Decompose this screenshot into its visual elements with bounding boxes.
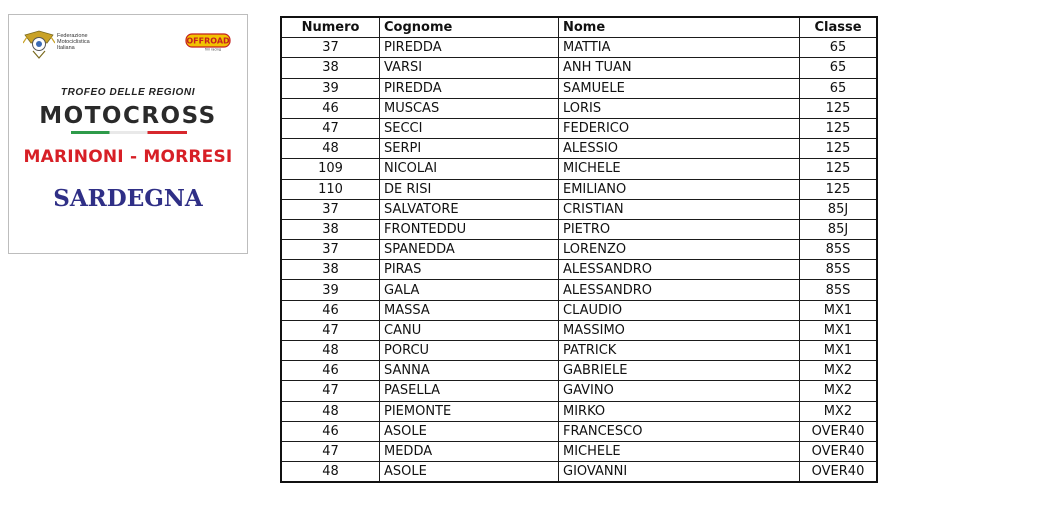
cell-numero: 39 <box>281 78 380 98</box>
cell-numero: 47 <box>281 381 380 401</box>
cell-nome: GABRIELE <box>559 361 800 381</box>
cell-nome: ALESSANDRO <box>559 280 800 300</box>
cell-cognome: MUSCAS <box>380 98 559 118</box>
cell-nome: LORENZO <box>559 240 800 260</box>
cell-numero: 39 <box>281 280 380 300</box>
cell-numero: 38 <box>281 219 380 239</box>
cell-classe: 65 <box>800 58 878 78</box>
cell-cognome: DE RISI <box>380 179 559 199</box>
italian-flag-stripe <box>71 131 187 134</box>
cell-numero: 46 <box>281 98 380 118</box>
cell-classe: 125 <box>800 98 878 118</box>
svg-text:fmi racing: fmi racing <box>204 47 222 51</box>
table-row <box>281 280 877 300</box>
cell-nome: MASSIMO <box>559 320 800 340</box>
trophy-name: MARINONI - MORRESI <box>23 147 233 167</box>
cell-nome: EMILIANO <box>559 179 800 199</box>
cell-classe: 125 <box>800 159 878 179</box>
table-row <box>281 341 877 361</box>
motocross-title: MOTOCROSS <box>39 103 217 129</box>
header-cognome: Cognome <box>380 17 559 38</box>
cell-classe: 65 <box>800 78 878 98</box>
cell-numero: 37 <box>281 240 380 260</box>
cell-nome: ALESSANDRO <box>559 260 800 280</box>
table-body <box>281 38 877 483</box>
cell-nome: MIRKO <box>559 401 800 421</box>
cell-cognome: PIRAS <box>380 260 559 280</box>
cell-nome: MICHELE <box>559 159 800 179</box>
fmi-line-1: Federazione <box>57 33 88 39</box>
cell-classe: MX2 <box>800 381 878 401</box>
table-row <box>281 320 877 340</box>
cell-nome: FRANCESCO <box>559 421 800 441</box>
cell-cognome: ASOLE <box>380 421 559 441</box>
table-row <box>281 421 877 441</box>
fmi-logo <box>23 29 113 65</box>
table-row <box>281 401 877 421</box>
offroad-logo-icon <box>185 31 231 51</box>
cell-classe: OVER40 <box>800 421 878 441</box>
header-numero: Numero <box>281 17 380 38</box>
table-row <box>281 38 877 58</box>
cell-classe: MX2 <box>800 401 878 421</box>
entries-table <box>280 16 878 483</box>
cell-numero: 47 <box>281 320 380 340</box>
cell-classe: MX2 <box>800 361 878 381</box>
cell-cognome: PIREDDA <box>380 38 559 58</box>
cell-numero: 46 <box>281 421 380 441</box>
cell-classe: MX1 <box>800 320 878 340</box>
fmi-name-text <box>57 33 90 51</box>
cell-classe: MX1 <box>800 300 878 320</box>
cell-classe: 85S <box>800 280 878 300</box>
cell-classe: 85S <box>800 240 878 260</box>
header-classe: Classe <box>800 17 878 38</box>
cell-numero: 37 <box>281 199 380 219</box>
cell-numero: 47 <box>281 441 380 461</box>
table-header-row <box>281 17 877 38</box>
cell-cognome: SANNA <box>380 361 559 381</box>
cell-nome: MATTIA <box>559 38 800 58</box>
cell-cognome: PASELLA <box>380 381 559 401</box>
cell-classe: 65 <box>800 38 878 58</box>
svg-text:OFFROAD: OFFROAD <box>186 36 230 46</box>
cell-classe: 85J <box>800 219 878 239</box>
cell-cognome: NICOLAI <box>380 159 559 179</box>
cell-numero: 47 <box>281 118 380 138</box>
cell-classe: MX1 <box>800 341 878 361</box>
cell-cognome: MASSA <box>380 300 559 320</box>
cell-cognome: MEDDA <box>380 441 559 461</box>
cell-cognome: SERPI <box>380 139 559 159</box>
cell-numero: 46 <box>281 361 380 381</box>
fmi-line-2: Motociclistica <box>57 39 90 45</box>
table-row <box>281 179 877 199</box>
cell-classe: OVER40 <box>800 441 878 461</box>
cell-nome: CLAUDIO <box>559 300 800 320</box>
table-row <box>281 361 877 381</box>
cell-classe: 125 <box>800 179 878 199</box>
table-row <box>281 381 877 401</box>
fmi-emblem-icon <box>23 29 55 59</box>
cell-cognome: PORCU <box>380 341 559 361</box>
table-row <box>281 98 877 118</box>
cell-nome: SAMUELE <box>559 78 800 98</box>
cell-cognome: PIREDDA <box>380 78 559 98</box>
cell-nome: MICHELE <box>559 441 800 461</box>
event-logo-card <box>8 14 248 254</box>
cell-numero: 109 <box>281 159 380 179</box>
cell-numero: 46 <box>281 300 380 320</box>
cell-classe: 125 <box>800 139 878 159</box>
cell-cognome: FRONTEDDU <box>380 219 559 239</box>
cell-cognome: PIEMONTE <box>380 401 559 421</box>
table-row <box>281 199 877 219</box>
cell-nome: ANH TUAN <box>559 58 800 78</box>
table-row <box>281 260 877 280</box>
table-row <box>281 462 877 483</box>
table-row <box>281 441 877 461</box>
cell-numero: 37 <box>281 38 380 58</box>
cell-numero: 38 <box>281 58 380 78</box>
cell-cognome: SALVATORE <box>380 199 559 219</box>
cell-numero: 48 <box>281 401 380 421</box>
cell-classe: 85S <box>800 260 878 280</box>
table-row <box>281 300 877 320</box>
table-row <box>281 58 877 78</box>
table-row <box>281 78 877 98</box>
cell-classe: OVER40 <box>800 462 878 483</box>
cell-nome: GAVINO <box>559 381 800 401</box>
table-row <box>281 240 877 260</box>
cell-cognome: SPANEDDA <box>380 240 559 260</box>
cell-cognome: ASOLE <box>380 462 559 483</box>
cell-numero: 38 <box>281 260 380 280</box>
cell-numero: 48 <box>281 462 380 483</box>
cell-cognome: GALA <box>380 280 559 300</box>
cell-numero: 48 <box>281 341 380 361</box>
trofeo-title: TROFEO DELLE REGIONI <box>60 87 196 98</box>
cell-nome: FEDERICO <box>559 118 800 138</box>
cell-nome: ALESSIO <box>559 139 800 159</box>
cell-cognome: SECCI <box>380 118 559 138</box>
table-row <box>281 219 877 239</box>
table-row <box>281 139 877 159</box>
header-nome: Nome <box>559 17 800 38</box>
cell-cognome: CANU <box>380 320 559 340</box>
cell-nome: PATRICK <box>559 341 800 361</box>
table-row <box>281 118 877 138</box>
cell-cognome: VARSI <box>380 58 559 78</box>
cell-numero: 110 <box>281 179 380 199</box>
fmi-line-3: Italiana <box>57 45 75 51</box>
cell-classe: 85J <box>800 199 878 219</box>
cell-nome: LORIS <box>559 98 800 118</box>
table-row <box>281 159 877 179</box>
cell-classe: 125 <box>800 118 878 138</box>
region-name: SARDEGNA <box>53 185 203 212</box>
cell-nome: CRISTIAN <box>559 199 800 219</box>
cell-nome: PIETRO <box>559 219 800 239</box>
cell-nome: GIOVANNI <box>559 462 800 483</box>
cell-numero: 48 <box>281 139 380 159</box>
